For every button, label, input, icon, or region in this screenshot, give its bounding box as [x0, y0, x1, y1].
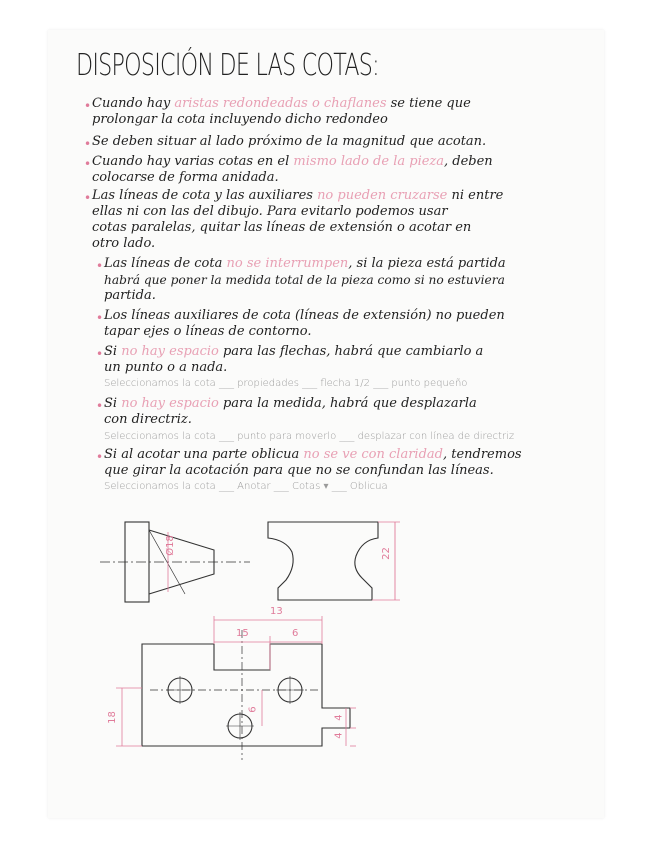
list-item-line: un punto o a nada. [104, 360, 228, 375]
list-item: Si no hay espacio para las flechas, habrá que cambiarlo a [104, 344, 484, 359]
list-item-line: habrá que poner la medida total de la pieza como si no estuviera [104, 273, 505, 287]
bullet: • [96, 259, 104, 273]
list-item-line: otro lado. [92, 236, 156, 251]
list-item-line: cotas paralelas, quitar las líneas de extensión o acotar en [92, 220, 472, 235]
profile-drawing [268, 522, 400, 600]
dim-cone-diameter: Ø18 [164, 535, 176, 556]
list-item: Las líneas de cota no se interrumpen, si la pieza está partida [104, 256, 506, 271]
list-item: Cuando hay varias cotas en el mismo lado de la pieza, deben [92, 154, 493, 169]
list-item-line: con directriz. [104, 412, 192, 427]
list-item-line: que girar la acotación para que no se confundan las líneas. [104, 463, 494, 478]
dim-plate-height: 18 [106, 711, 118, 724]
dim-right-width: 6 [292, 628, 299, 639]
bullet: • [84, 99, 92, 113]
dim-hole-offset: 6 [247, 706, 259, 713]
dim-profile-height: 22 [380, 547, 392, 560]
page-title: DISPOSICIÓN DE LAS COTAS: [76, 48, 379, 83]
bullet: • [96, 347, 104, 361]
bullet: • [96, 311, 104, 325]
dim-slot-2: 4 [333, 732, 345, 739]
bullet: • [96, 450, 104, 464]
list-item: Si no hay espacio para la medida, habrá que desplazarla [104, 396, 477, 411]
list-item: Los líneas auxiliares de cota (líneas de extensión) no pueden [104, 308, 505, 323]
software-hint: Seleccionamos la cota ___ propiedades ___ flecha 1/2 ___ punto pequeño [104, 378, 468, 389]
list-item-line: partida. [104, 288, 156, 303]
list-item-line: ellas ni con las del dibujo. Para evitarlo podemos usar [92, 204, 448, 219]
dim-left-width: 15 [236, 628, 249, 639]
dim-slot-1: 4 [333, 714, 345, 721]
list-item-line: prolongar la cota incluyendo dicho redondeo [92, 112, 388, 127]
software-hint: Seleccionamos la cota ___ Anotar ___ Cotas ▾ ___ Oblicua [104, 481, 388, 492]
list-item-line: tapar ejes o líneas de contorno. [104, 324, 312, 339]
dimension-lines [116, 532, 356, 746]
software-hint: Seleccionamos la cota ___ punto para moverlo ___ desplazar con línea de directriz [104, 431, 515, 442]
bullet: • [84, 137, 92, 151]
list-item: Cuando hay aristas redondeadas o chaflanes se tiene que [92, 96, 471, 111]
list-item: Se deben situar al lado próximo de la magnitud que acotan. [92, 134, 487, 149]
plate-drawing [142, 630, 350, 760]
list-item: Las líneas de cota y las auxiliares no pueden cruzarse ni entre [92, 188, 504, 203]
bullet: • [84, 191, 92, 205]
list-item-line: colocarse de forma anidada. [92, 170, 279, 185]
list-item: Si al acotar una parte oblicua no se ve con claridad, tendremos [104, 447, 522, 462]
dim-top-width: 13 [270, 606, 283, 617]
bullet: • [84, 157, 92, 171]
bullet: • [96, 399, 104, 413]
